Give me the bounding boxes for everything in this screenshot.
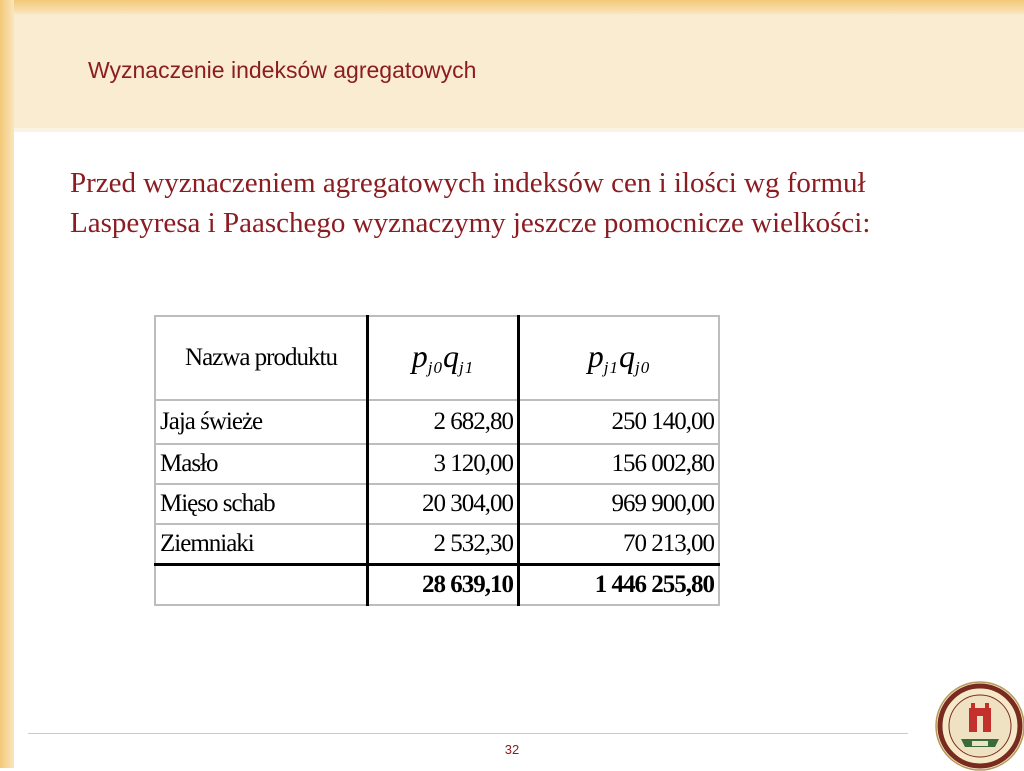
row-name: Jaja świeże (155, 400, 368, 444)
left-frame-bar (0, 0, 14, 768)
row-value-p0q1: 2 682,80 (368, 400, 519, 444)
table-row (155, 484, 719, 524)
totals-row (155, 565, 719, 606)
table-row (155, 524, 719, 565)
top-frame-bar (0, 0, 1024, 14)
row-value-p0q1: 20 304,00 (368, 484, 519, 524)
table-row (155, 400, 719, 444)
table-header-row (155, 316, 719, 400)
formula-p-j0-q-j1: $p_{j0}q_{j1}$ (411, 338, 475, 377)
index-table (154, 315, 720, 606)
header-p-j0-q-j1 (368, 316, 519, 400)
row-value-p1q0: 70 213,00 (519, 524, 720, 565)
table-row (155, 444, 719, 484)
row-value-p0q1: 3 120,00 (368, 444, 519, 484)
university-seal-logo (935, 681, 1024, 771)
row-value-p1q0: 250 140,00 (519, 400, 720, 444)
intro-text: Przed wyznaczeniem agregatowych indeksów cen i ilości wg formuł Laspeyresa i Paaschego wyznaczymy jeszcze pomocnicze wielkości: (70, 167, 871, 239)
slide-title: Wyznaczenie indeksów agregatowych (88, 57, 477, 83)
row-value-p0q1: 2 532,30 (368, 524, 519, 565)
header-p-j1-q-j0 (519, 316, 720, 400)
total-p0q1: 28 639,10 (368, 565, 519, 606)
formula-p-j1-q-j0: $p_{j1}q_{j0}$ (587, 338, 651, 377)
row-name: Ziemniaki (155, 524, 368, 565)
header-product-name: Nazwa produktu (155, 316, 368, 400)
page-number: 32 (504, 742, 520, 757)
total-p1q0: 1 446 255,80 (519, 565, 720, 606)
footer-divider (28, 733, 908, 734)
totals-label (155, 565, 368, 606)
row-value-p1q0: 969 900,00 (519, 484, 720, 524)
row-name: Mięso schab (155, 484, 368, 524)
row-value-p1q0: 156 002,80 (519, 444, 720, 484)
row-name: Masło (155, 444, 368, 484)
